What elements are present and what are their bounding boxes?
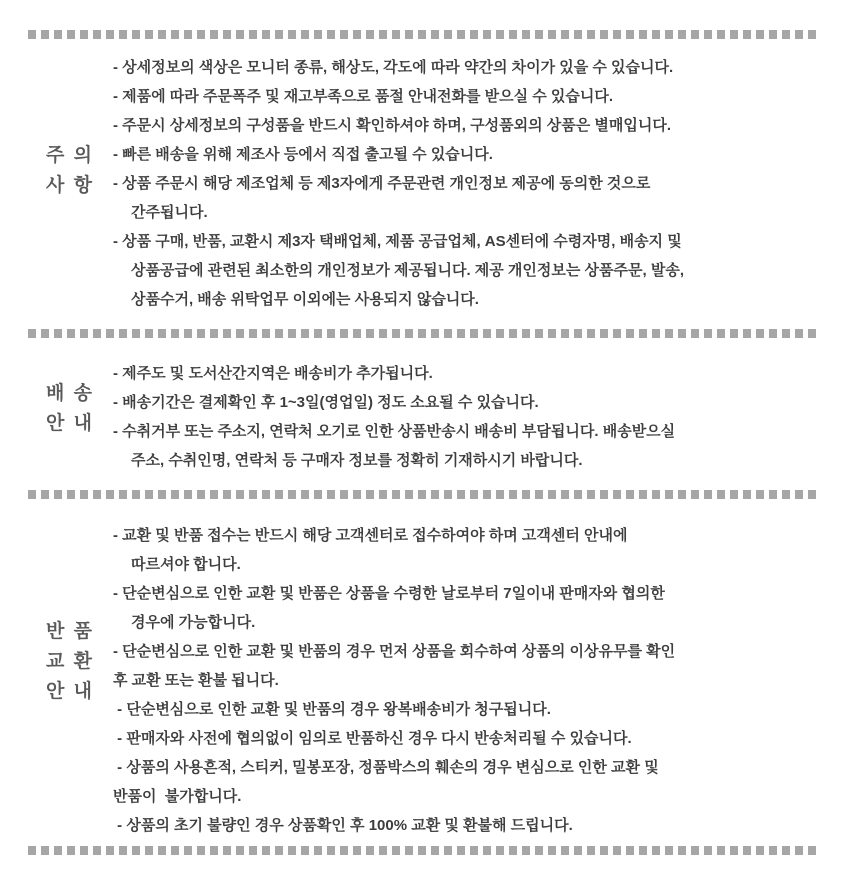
- label-line: 반 품: [46, 621, 94, 642]
- section-returns-exchange: [0, 521, 850, 846]
- notice-line: - 단순변심으로 인한 교환 및 반품의 경우 먼저 상품을 회수하여 상품의 이상유무를 확인: [113, 643, 676, 660]
- notice-line: 따르셔야 합니다.: [131, 556, 241, 573]
- notice-line: 상품수거, 배송 위탁업무 이외에는 사용되지 않습니다.: [131, 291, 479, 308]
- label-line: 사 항: [46, 175, 94, 196]
- precautions-content: [113, 53, 822, 314]
- notice-line: - 교환 및 반품 접수는 반드시 해당 고객센터로 접수하여야 하며 고객센터 안내에: [113, 527, 628, 544]
- notice-line: - 판매자와 사전에 협의없이 임의로 반품하신 경우 다시 반송처리될 수 있습니다.: [113, 730, 632, 747]
- section-shipping: [0, 359, 850, 490]
- label-line: 안 내: [46, 413, 94, 434]
- notice-line: 경우에 가능합니다.: [131, 614, 256, 631]
- notice-line: - 제주도 및 도서산간지역은 배송비가 추가됩니다.: [113, 365, 433, 382]
- notice-line: - 단순변심으로 인한 교환 및 반품의 경우 왕복배송비가 청구됩니다.: [113, 701, 551, 718]
- notice-line: - 상품 구매, 반품, 교환시 제3자 택배업체, 제품 공급업체, AS센터에 수령자명, 배송지 및: [113, 233, 682, 250]
- dashed-divider-middle-1: [28, 329, 820, 338]
- section-label-returns-exchange: [46, 617, 94, 707]
- section-label-shipping: [46, 379, 94, 439]
- label-line: 주 의: [46, 145, 94, 166]
- notice-line: - 상품 주문시 해당 제조업체 등 제3자에게 주문관련 개인정보 제공에 동의한 것으로: [113, 175, 651, 192]
- shipping-content: [113, 359, 822, 475]
- dashed-divider-middle-2: [28, 490, 820, 499]
- notice-line: - 빠른 배송을 위해 제조사 등에서 직접 출고될 수 있습니다.: [113, 146, 493, 163]
- notice-line: 간주됩니다.: [131, 204, 208, 221]
- notice-line: 후 교환 또는 환불 됩니다.: [113, 672, 279, 689]
- notice-line: - 단순변심으로 인한 교환 및 반품은 상품을 수령한 날로부터 7일이내 판매자와 협의한: [113, 585, 665, 602]
- notice-line: 주소, 수취인명, 연락처 등 구매자 정보를 정확히 기재하시기 바랍니다.: [131, 452, 583, 469]
- notice-line: 상품공급에 관련된 최소한의 개인정보가 제공됩니다. 제공 개인정보는 상품주문, 발송,: [131, 262, 684, 279]
- section-precautions: [0, 53, 850, 329]
- notice-line: - 수취거부 또는 주소지, 연락처 오기로 인한 상품반송시 배송비 부담됩니다. 배송받으실: [113, 423, 676, 440]
- notice-line: - 상세정보의 색상은 모니터 종류, 해상도, 각도에 따라 약간의 차이가 있을 수 있습니다.: [113, 59, 674, 76]
- notice-line: - 제품에 따라 주문폭주 및 재고부족으로 품절 안내전화를 받으실 수 있습니다.: [113, 88, 614, 105]
- dashed-divider-top: [28, 30, 820, 39]
- notice-line: - 배송기간은 결제확인 후 1~3일(영업일) 정도 소요될 수 있습니다.: [113, 394, 539, 411]
- notice-line: 반품이 불가합니다.: [113, 788, 242, 805]
- dashed-divider-bottom: [28, 846, 820, 855]
- notice-line: - 상품의 사용흔적, 스티커, 밀봉포장, 정품박스의 훼손의 경우 변심으로 인한 교환 및: [113, 759, 659, 776]
- label-line: 배 송: [46, 383, 94, 404]
- section-label-precautions: [46, 141, 94, 201]
- returns-content: [113, 521, 822, 840]
- label-line: 교 환: [46, 651, 94, 672]
- notice-line: - 주문시 상세정보의 구성품을 반드시 확인하셔야 하며, 구성품외의 상품은 별매입니다.: [113, 117, 671, 134]
- notice-line: - 상품의 초기 불량인 경우 상품확인 후 100% 교환 및 환불해 드립니다.: [113, 817, 573, 834]
- label-line: 안 내: [46, 681, 94, 702]
